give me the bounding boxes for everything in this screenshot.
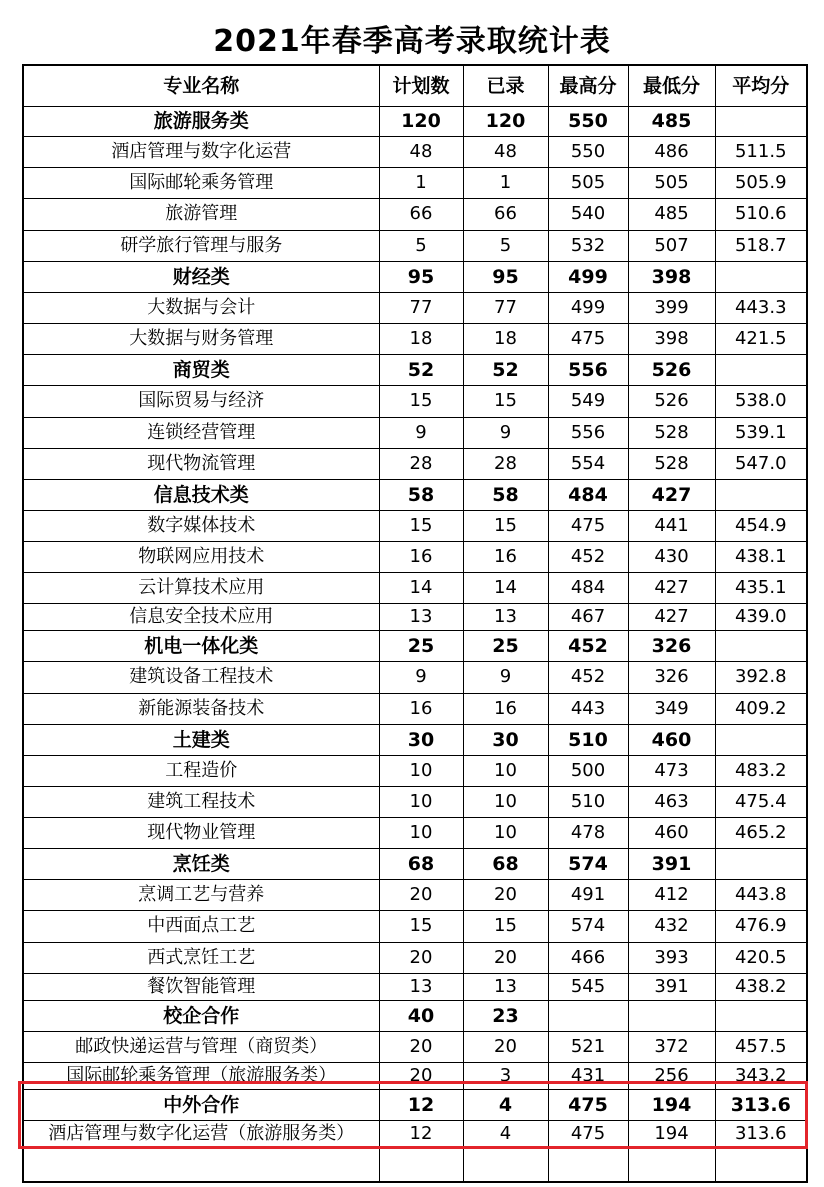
major-name-cell: 新能源装备技术: [23, 693, 379, 724]
major-name-cell: 建筑设备工程技术: [23, 661, 379, 693]
table-row: [23, 292, 807, 323]
value-cell: 1: [379, 167, 463, 198]
column-header: 已录: [463, 65, 548, 106]
value-cell: 441: [628, 510, 715, 541]
value-cell: 95: [463, 261, 548, 292]
value-cell: 15: [379, 510, 463, 541]
value-cell: 52: [379, 354, 463, 385]
value-cell: 4: [463, 1120, 548, 1147]
value-cell: 30: [463, 724, 548, 755]
category-row: [23, 106, 807, 136]
value-cell: [548, 1147, 628, 1182]
value-cell: [715, 479, 807, 510]
table-row: [23, 786, 807, 817]
column-header: 最低分: [628, 65, 715, 106]
major-name-cell: 中西面点工艺: [23, 910, 379, 942]
value-cell: 392.8: [715, 661, 807, 693]
value-cell: 431: [548, 1062, 628, 1089]
value-cell: 528: [628, 417, 715, 448]
major-name-cell: 酒店管理与数字化运营（旅游服务类）: [23, 1120, 379, 1147]
major-name-cell: 校企合作: [23, 1000, 379, 1031]
value-cell: 507: [628, 230, 715, 261]
value-cell: 15: [463, 510, 548, 541]
category-row: [23, 848, 807, 879]
value-cell: 20: [463, 879, 548, 910]
major-name-cell: 大数据与会计: [23, 292, 379, 323]
value-cell: 23: [463, 1000, 548, 1031]
major-name-cell: 现代物业管理: [23, 817, 379, 848]
value-cell: 510: [548, 786, 628, 817]
value-cell: 10: [379, 755, 463, 786]
value-cell: 16: [379, 693, 463, 724]
value-cell: 77: [379, 292, 463, 323]
category-row: [23, 724, 807, 755]
category-row: [23, 354, 807, 385]
major-name-cell: 研学旅行管理与服务: [23, 230, 379, 261]
value-cell: 393: [628, 942, 715, 973]
header-row: [23, 65, 807, 106]
major-name-cell: 国际邮轮乘务管理: [23, 167, 379, 198]
table-row: [23, 448, 807, 479]
value-cell: 457.5: [715, 1031, 807, 1062]
value-cell: 484: [548, 479, 628, 510]
major-name-cell: 土建类: [23, 724, 379, 755]
table-row: [23, 167, 807, 198]
value-cell: 391: [628, 973, 715, 1000]
value-cell: 539.1: [715, 417, 807, 448]
value-cell: [715, 1000, 807, 1031]
value-cell: [715, 1147, 807, 1182]
value-cell: 20: [463, 942, 548, 973]
value-cell: 435.1: [715, 572, 807, 603]
value-cell: 510: [548, 724, 628, 755]
major-name-cell: 旅游服务类: [23, 106, 379, 136]
value-cell: 13: [379, 603, 463, 630]
value-cell: 486: [628, 136, 715, 167]
major-name-cell: 数字媒体技术: [23, 510, 379, 541]
value-cell: 10: [463, 817, 548, 848]
value-cell: 68: [379, 848, 463, 879]
value-cell: 528: [628, 448, 715, 479]
value-cell: 14: [379, 572, 463, 603]
value-cell: 10: [463, 786, 548, 817]
value-cell: 399: [628, 292, 715, 323]
value-cell: 518.7: [715, 230, 807, 261]
value-cell: 10: [379, 817, 463, 848]
blank-row: [23, 1147, 807, 1182]
value-cell: 432: [628, 910, 715, 942]
value-cell: [548, 1000, 628, 1031]
value-cell: 505: [548, 167, 628, 198]
value-cell: 540: [548, 198, 628, 230]
value-cell: 66: [379, 198, 463, 230]
value-cell: [628, 1000, 715, 1031]
value-cell: 556: [548, 354, 628, 385]
value-cell: 15: [463, 910, 548, 942]
value-cell: 574: [548, 910, 628, 942]
value-cell: 478: [548, 817, 628, 848]
column-header: 专业名称: [23, 65, 379, 106]
major-name-cell: 建筑工程技术: [23, 786, 379, 817]
value-cell: 452: [548, 661, 628, 693]
value-cell: 66: [463, 198, 548, 230]
major-name-cell: 云计算技术应用: [23, 572, 379, 603]
major-name-cell: 西式烹饪工艺: [23, 942, 379, 973]
value-cell: [715, 354, 807, 385]
value-cell: 409.2: [715, 693, 807, 724]
category-row: [23, 479, 807, 510]
value-cell: 5: [463, 230, 548, 261]
major-name-cell: 餐饮智能管理: [23, 973, 379, 1000]
value-cell: 326: [628, 630, 715, 661]
value-cell: 556: [548, 417, 628, 448]
value-cell: 412: [628, 879, 715, 910]
value-cell: 420.5: [715, 942, 807, 973]
value-cell: 13: [463, 603, 548, 630]
value-cell: 10: [379, 786, 463, 817]
value-cell: 16: [463, 541, 548, 572]
table-row: [23, 693, 807, 724]
value-cell: [628, 1147, 715, 1182]
value-cell: 15: [379, 385, 463, 417]
table-row: [23, 510, 807, 541]
value-cell: 526: [628, 385, 715, 417]
value-cell: 398: [628, 323, 715, 354]
table-row: [23, 942, 807, 973]
value-cell: 349: [628, 693, 715, 724]
value-cell: 510.6: [715, 198, 807, 230]
major-name-cell: 旅游管理: [23, 198, 379, 230]
value-cell: 20: [379, 1031, 463, 1062]
column-header: 计划数: [379, 65, 463, 106]
value-cell: 25: [463, 630, 548, 661]
value-cell: 505.9: [715, 167, 807, 198]
value-cell: 14: [463, 572, 548, 603]
value-cell: 16: [379, 541, 463, 572]
value-cell: 4: [463, 1089, 548, 1120]
value-cell: 550: [548, 106, 628, 136]
major-name-cell: 物联网应用技术: [23, 541, 379, 572]
table-row: [23, 879, 807, 910]
major-name-cell: 信息技术类: [23, 479, 379, 510]
value-cell: 372: [628, 1031, 715, 1062]
value-cell: 68: [463, 848, 548, 879]
value-cell: 18: [379, 323, 463, 354]
value-cell: 421.5: [715, 323, 807, 354]
major-name-cell: 信息安全技术应用: [23, 603, 379, 630]
table-row: [23, 1062, 807, 1089]
value-cell: 9: [379, 661, 463, 693]
value-cell: 120: [463, 106, 548, 136]
value-cell: 13: [463, 973, 548, 1000]
column-header: 平均分: [715, 65, 807, 106]
table-row: [23, 323, 807, 354]
table-row: [23, 817, 807, 848]
value-cell: 499: [548, 261, 628, 292]
value-cell: 3: [463, 1062, 548, 1089]
value-cell: 313.6: [715, 1089, 807, 1120]
value-cell: 538.0: [715, 385, 807, 417]
value-cell: 511.5: [715, 136, 807, 167]
column-header: 最高分: [548, 65, 628, 106]
value-cell: [715, 630, 807, 661]
value-cell: 427: [628, 479, 715, 510]
value-cell: 460: [628, 724, 715, 755]
value-cell: 483.2: [715, 755, 807, 786]
value-cell: 499: [548, 292, 628, 323]
major-name-cell: 机电一体化类: [23, 630, 379, 661]
value-cell: 454.9: [715, 510, 807, 541]
value-cell: 505: [628, 167, 715, 198]
major-name-cell: 财经类: [23, 261, 379, 292]
value-cell: 10: [463, 755, 548, 786]
value-cell: 475: [548, 1120, 628, 1147]
table-row: [23, 541, 807, 572]
table-row: [23, 198, 807, 230]
table-row: [23, 230, 807, 261]
value-cell: 12: [379, 1089, 463, 1120]
value-cell: 256: [628, 1062, 715, 1089]
value-cell: 391: [628, 848, 715, 879]
major-name-cell: [23, 1147, 379, 1182]
major-name-cell: 国际贸易与经济: [23, 385, 379, 417]
value-cell: 521: [548, 1031, 628, 1062]
value-cell: 475: [548, 510, 628, 541]
value-cell: [715, 261, 807, 292]
value-cell: 439.0: [715, 603, 807, 630]
table-row: [23, 973, 807, 1000]
value-cell: [715, 724, 807, 755]
value-cell: 40: [379, 1000, 463, 1031]
major-name-cell: 大数据与财务管理: [23, 323, 379, 354]
value-cell: 313.6: [715, 1120, 807, 1147]
value-cell: 485: [628, 106, 715, 136]
table-row: [23, 572, 807, 603]
table-row: [23, 385, 807, 417]
value-cell: 545: [548, 973, 628, 1000]
value-cell: [715, 848, 807, 879]
value-cell: 443.3: [715, 292, 807, 323]
value-cell: 466: [548, 942, 628, 973]
value-cell: 460: [628, 817, 715, 848]
value-cell: 438.1: [715, 541, 807, 572]
value-cell: 15: [463, 385, 548, 417]
value-cell: 13: [379, 973, 463, 1000]
major-name-cell: 邮政快递运营与管理（商贸类）: [23, 1031, 379, 1062]
value-cell: 476.9: [715, 910, 807, 942]
value-cell: 48: [379, 136, 463, 167]
value-cell: 430: [628, 541, 715, 572]
value-cell: 491: [548, 879, 628, 910]
value-cell: 443.8: [715, 879, 807, 910]
value-cell: 526: [628, 354, 715, 385]
major-name-cell: 中外合作: [23, 1089, 379, 1120]
value-cell: 52: [463, 354, 548, 385]
major-name-cell: 烹饪类: [23, 848, 379, 879]
value-cell: 467: [548, 603, 628, 630]
value-cell: 9: [463, 417, 548, 448]
value-cell: 28: [379, 448, 463, 479]
value-cell: 550: [548, 136, 628, 167]
value-cell: 20: [463, 1031, 548, 1062]
category-row: [23, 1000, 807, 1031]
value-cell: 326: [628, 661, 715, 693]
value-cell: 452: [548, 630, 628, 661]
value-cell: 547.0: [715, 448, 807, 479]
value-cell: 30: [379, 724, 463, 755]
table-row: [23, 603, 807, 630]
table-title: 2021年春季高考录取统计表: [213, 24, 611, 59]
value-cell: 95: [379, 261, 463, 292]
value-cell: 554: [548, 448, 628, 479]
value-cell: 398: [628, 261, 715, 292]
major-name-cell: 烹调工艺与营养: [23, 879, 379, 910]
value-cell: 18: [463, 323, 548, 354]
value-cell: 443: [548, 693, 628, 724]
table-row: [23, 755, 807, 786]
value-cell: 485: [628, 198, 715, 230]
major-name-cell: 商贸类: [23, 354, 379, 385]
value-cell: 343.2: [715, 1062, 807, 1089]
value-cell: 194: [628, 1089, 715, 1120]
value-cell: 194: [628, 1120, 715, 1147]
value-cell: 427: [628, 572, 715, 603]
major-name-cell: 工程造价: [23, 755, 379, 786]
value-cell: 20: [379, 879, 463, 910]
value-cell: 28: [463, 448, 548, 479]
table-row: [23, 661, 807, 693]
value-cell: 463: [628, 786, 715, 817]
value-cell: 475.4: [715, 786, 807, 817]
value-cell: 465.2: [715, 817, 807, 848]
value-cell: 475: [548, 323, 628, 354]
value-cell: 574: [548, 848, 628, 879]
major-name-cell: 酒店管理与数字化运营: [23, 136, 379, 167]
category-row: [23, 1089, 807, 1120]
admission-statistics-table: [22, 64, 808, 1183]
value-cell: 12: [379, 1120, 463, 1147]
value-cell: 475: [548, 1089, 628, 1120]
value-cell: [379, 1147, 463, 1182]
value-cell: 48: [463, 136, 548, 167]
value-cell: 58: [379, 479, 463, 510]
value-cell: 9: [463, 661, 548, 693]
value-cell: 1: [463, 167, 548, 198]
table-row: [23, 136, 807, 167]
value-cell: [715, 106, 807, 136]
value-cell: 452: [548, 541, 628, 572]
value-cell: 16: [463, 693, 548, 724]
value-cell: 20: [379, 1062, 463, 1089]
value-cell: 15: [379, 910, 463, 942]
value-cell: 9: [379, 417, 463, 448]
table-row: [23, 910, 807, 942]
value-cell: 532: [548, 230, 628, 261]
value-cell: 484: [548, 572, 628, 603]
value-cell: 58: [463, 479, 548, 510]
value-cell: 473: [628, 755, 715, 786]
category-row: [23, 261, 807, 292]
value-cell: 500: [548, 755, 628, 786]
value-cell: 20: [379, 942, 463, 973]
value-cell: [463, 1147, 548, 1182]
value-cell: 427: [628, 603, 715, 630]
value-cell: 25: [379, 630, 463, 661]
major-name-cell: 国际邮轮乘务管理（旅游服务类）: [23, 1062, 379, 1089]
table-row: [23, 1031, 807, 1062]
table-row: [23, 417, 807, 448]
table-row: [23, 1120, 807, 1147]
value-cell: 120: [379, 106, 463, 136]
value-cell: 549: [548, 385, 628, 417]
value-cell: 77: [463, 292, 548, 323]
category-row: [23, 630, 807, 661]
value-cell: 438.2: [715, 973, 807, 1000]
major-name-cell: 现代物流管理: [23, 448, 379, 479]
major-name-cell: 连锁经营管理: [23, 417, 379, 448]
value-cell: 5: [379, 230, 463, 261]
